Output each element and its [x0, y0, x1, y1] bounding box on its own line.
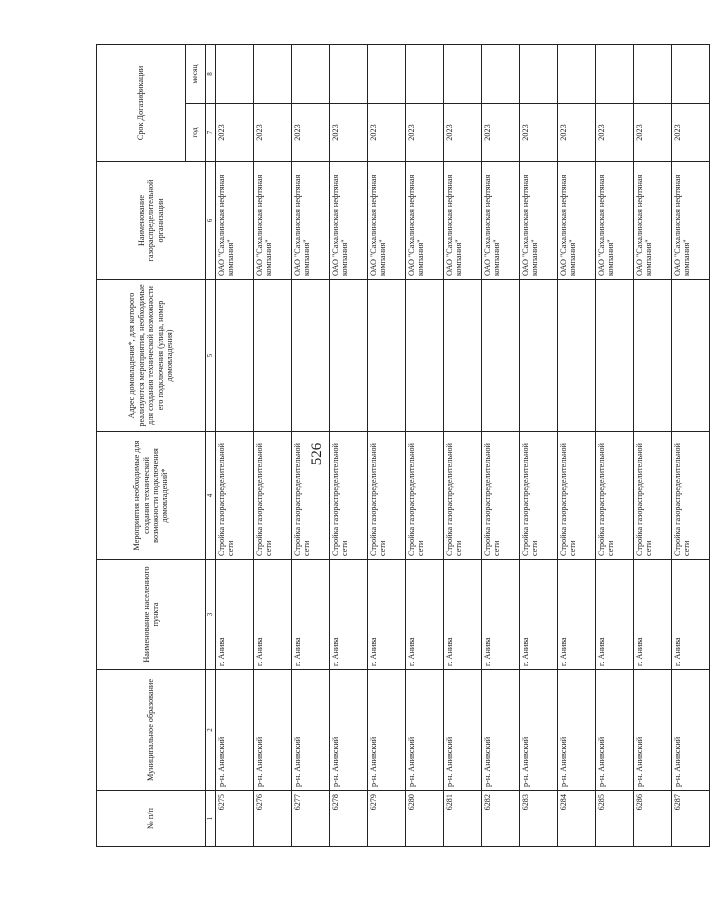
month-cell — [330, 45, 368, 104]
row-number: 6283 — [520, 791, 558, 847]
table-row — [520, 45, 558, 847]
year-cell: 2023 — [558, 104, 596, 162]
month-cell — [444, 45, 482, 104]
address-cell — [482, 280, 520, 432]
row-number: 6279 — [368, 791, 406, 847]
month-cell — [216, 45, 254, 104]
organization-cell: ОАО "Сахалинская нефтяная компания" — [482, 162, 520, 280]
settlement-cell: г. Анива — [254, 560, 292, 670]
row-number: 6280 — [406, 791, 444, 847]
column-number: 6 — [206, 162, 216, 280]
column-number: 2 — [206, 670, 216, 791]
row-number: 6286 — [634, 791, 672, 847]
table-header — [97, 45, 216, 847]
measures-cell: Стройка газораспределительной сети — [216, 432, 254, 560]
table-body — [216, 45, 710, 847]
table-row — [216, 45, 254, 847]
measures-cell: Стройка газораспределительной сети — [596, 432, 634, 560]
year-cell: 2023 — [634, 104, 672, 162]
measures-cell: Стройка газораспределительной сети — [634, 432, 672, 560]
settlement-cell: г. Анива — [634, 560, 672, 670]
year-cell: 2023 — [520, 104, 558, 162]
measures-cell: Стройка газораспределительной сети — [330, 432, 368, 560]
month-cell — [482, 45, 520, 104]
column-number: 7 — [206, 104, 216, 162]
row-number: 6282 — [482, 791, 520, 847]
row-number: 6284 — [558, 791, 596, 847]
address-cell — [292, 280, 330, 432]
row-number: 6275 — [216, 791, 254, 847]
month-cell — [558, 45, 596, 104]
organization-cell: ОАО "Сахалинская нефтяная компания" — [330, 162, 368, 280]
measures-cell: Стройка газораспределительной сети — [254, 432, 292, 560]
organization-cell: ОАО "Сахалинская нефтяная компания" — [558, 162, 596, 280]
month-cell — [520, 45, 558, 104]
page-number: 526 — [309, 442, 325, 466]
address-cell — [406, 280, 444, 432]
month-cell — [596, 45, 634, 104]
measures-cell: Стройка газораспределительной сети — [292, 432, 330, 560]
measures-cell: Стройка газораспределительной сети — [368, 432, 406, 560]
organization-cell: ОАО "Сахалинская нефтяная компания" — [672, 162, 710, 280]
municipality-cell: р-н. Анивский — [482, 670, 520, 791]
settlement-cell: г. Анива — [292, 560, 330, 670]
settlement-cell: г. Анива — [216, 560, 254, 670]
column-number: 1 — [206, 791, 216, 847]
municipality-cell: р-н. Анивский — [368, 670, 406, 791]
column-number-row — [206, 45, 216, 847]
row-number: 6287 — [672, 791, 710, 847]
header-term: Срок Догазификации — [97, 45, 186, 162]
table-row — [672, 45, 710, 847]
table-row — [444, 45, 482, 847]
year-cell: 2023 — [254, 104, 292, 162]
row-number: 6278 — [330, 791, 368, 847]
municipality-cell: р-н. Анивский — [406, 670, 444, 791]
header-year: год — [186, 104, 206, 162]
header-measures: Мероприятия необходимые для создания технической возможности подключения домовладений* — [97, 432, 206, 560]
month-cell — [406, 45, 444, 104]
year-cell: 2023 — [482, 104, 520, 162]
table-row — [368, 45, 406, 847]
organization-cell: ОАО "Сахалинская нефтяная компания" — [254, 162, 292, 280]
measures-cell: Стройка газораспределительной сети — [558, 432, 596, 560]
address-cell — [634, 280, 672, 432]
year-cell: 2023 — [444, 104, 482, 162]
organization-cell: ОАО "Сахалинская нефтяная компания" — [596, 162, 634, 280]
municipality-cell: р-н. Анивский — [558, 670, 596, 791]
table-row — [596, 45, 634, 847]
municipality-cell: р-н. Анивский — [330, 670, 368, 791]
municipality-cell: р-н. Анивский — [254, 670, 292, 791]
address-cell — [330, 280, 368, 432]
table-row — [330, 45, 368, 847]
column-number: 4 — [206, 432, 216, 560]
settlement-cell: г. Анива — [406, 560, 444, 670]
settlement-cell: г. Анива — [368, 560, 406, 670]
header-municipality: Муниципальное образование — [97, 670, 206, 791]
address-cell — [216, 280, 254, 432]
address-cell — [444, 280, 482, 432]
month-cell — [634, 45, 672, 104]
organization-cell: ОАО "Сахалинская нефтяная компания" — [634, 162, 672, 280]
organization-cell: ОАО "Сахалинская нефтяная компания" — [520, 162, 558, 280]
month-cell — [254, 45, 292, 104]
year-cell: 2023 — [292, 104, 330, 162]
table-row — [482, 45, 520, 847]
municipality-cell: р-н. Анивский — [444, 670, 482, 791]
year-cell: 2023 — [330, 104, 368, 162]
measures-cell: Стройка газораспределительной сети — [406, 432, 444, 560]
column-number: 5 — [206, 280, 216, 432]
row-number: 6277 — [292, 791, 330, 847]
municipality-cell: р-н. Анивский — [520, 670, 558, 791]
rotated-sheet — [96, 45, 692, 847]
address-cell — [596, 280, 634, 432]
settlement-cell: г. Анива — [444, 560, 482, 670]
table-row — [558, 45, 596, 847]
municipality-cell: р-н. Анивский — [672, 670, 710, 791]
organization-cell: ОАО "Сахалинская нефтяная компания" — [444, 162, 482, 280]
address-cell — [558, 280, 596, 432]
year-cell: 2023 — [216, 104, 254, 162]
municipality-cell: р-н. Анивский — [216, 670, 254, 791]
year-cell: 2023 — [406, 104, 444, 162]
measures-cell: Стройка газораспределительной сети — [444, 432, 482, 560]
organization-cell: ОАО "Сахалинская нефтяная компания" — [216, 162, 254, 280]
municipality-cell: р-н. Анивский — [634, 670, 672, 791]
row-number: 6285 — [596, 791, 634, 847]
address-cell — [520, 280, 558, 432]
gasification-table — [96, 44, 710, 847]
month-cell — [368, 45, 406, 104]
table-row — [406, 45, 444, 847]
header-address: Адрес домовладения*, для которого реализуются мероприятия, необходимые для создания технической возможности его подключения (улица, номер домовладения) — [97, 280, 206, 432]
column-number: 8 — [206, 45, 216, 104]
settlement-cell: г. Анива — [672, 560, 710, 670]
header-month: месяц — [186, 45, 206, 104]
organization-cell: ОАО "Сахалинская нефтяная компания" — [368, 162, 406, 280]
municipality-cell: р-н. Анивский — [292, 670, 330, 791]
measures-cell: Стройка газораспределительной сети — [672, 432, 710, 560]
month-cell — [292, 45, 330, 104]
address-cell — [368, 280, 406, 432]
row-number: 6276 — [254, 791, 292, 847]
row-number: 6281 — [444, 791, 482, 847]
settlement-cell: г. Анива — [330, 560, 368, 670]
measures-cell: Стройка газораспределительной сети — [520, 432, 558, 560]
header-organization: Наименование газораспределительной организации — [97, 162, 206, 280]
year-cell: 2023 — [368, 104, 406, 162]
address-cell — [254, 280, 292, 432]
header-settlement: Наименование населенного пункта — [97, 560, 206, 670]
municipality-cell: р-н. Анивский — [596, 670, 634, 791]
month-cell — [672, 45, 710, 104]
organization-cell: ОАО "Сахалинская нефтяная компания" — [406, 162, 444, 280]
settlement-cell: г. Анива — [558, 560, 596, 670]
settlement-cell: г. Анива — [482, 560, 520, 670]
year-cell: 2023 — [596, 104, 634, 162]
year-cell: 2023 — [672, 104, 710, 162]
settlement-cell: г. Анива — [520, 560, 558, 670]
address-cell — [672, 280, 710, 432]
organization-cell: ОАО "Сахалинская нефтяная компания" — [292, 162, 330, 280]
settlement-cell: г. Анива — [596, 560, 634, 670]
table-row — [254, 45, 292, 847]
table-row — [634, 45, 672, 847]
table-row — [292, 45, 330, 847]
measures-cell: Стройка газораспределительной сети — [482, 432, 520, 560]
header-num: № п/п — [97, 791, 206, 847]
column-number: 3 — [206, 560, 216, 670]
